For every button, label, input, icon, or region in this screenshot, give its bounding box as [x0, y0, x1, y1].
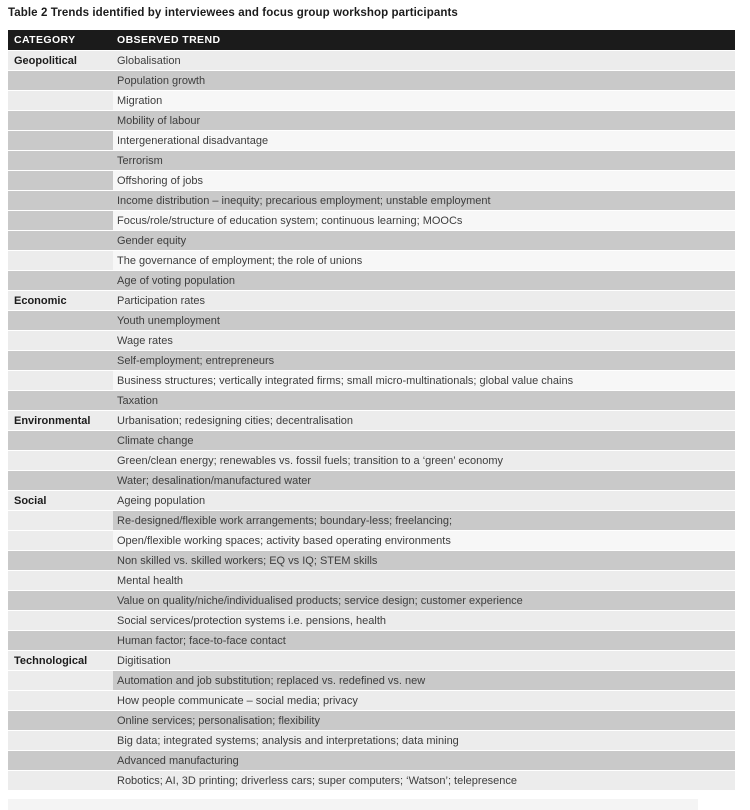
trend-cell: Migration [113, 91, 735, 110]
trend-cell: Gender equity [113, 231, 735, 250]
trend-cell: Income distribution – inequity; precarious employment; unstable employment [113, 191, 735, 210]
category-cell [8, 251, 113, 270]
trend-cell: Intergenerational disadvantage [113, 131, 735, 150]
category-cell [8, 71, 113, 90]
trend-cell: Business structures; vertically integrated firms; small micro-multinationals; global value chains [113, 371, 735, 390]
trend-cell: Age of voting population [113, 271, 735, 290]
trend-cell: Globalisation [113, 51, 735, 70]
category-cell [8, 351, 113, 370]
category-cell [8, 171, 113, 190]
trend-cell: Robotics; AI, 3D printing; driverless cars; super computers; ‘Watson’; telepresence [113, 771, 735, 790]
trend-cell: Offshoring of jobs [113, 171, 735, 190]
trend-cell: Big data; integrated systems; analysis and interpretations; data mining [113, 731, 735, 750]
trend-cell: Wage rates [113, 331, 735, 350]
category-cell [8, 331, 113, 350]
table-row [8, 131, 735, 150]
next-content-strip [8, 799, 698, 810]
category-cell [8, 511, 113, 530]
trend-cell: Advanced manufacturing [113, 751, 735, 770]
category-cell [8, 371, 113, 390]
table-row [8, 551, 735, 570]
category-cell [8, 211, 113, 230]
table-row [8, 711, 735, 730]
category-cell: Geopolitical [8, 51, 113, 70]
category-cell [8, 131, 113, 150]
category-cell [8, 431, 113, 450]
table-row [8, 71, 735, 90]
trend-cell: Self-employment; entrepreneurs [113, 351, 735, 370]
category-cell [8, 231, 113, 250]
table-row [8, 191, 735, 210]
table-row [8, 231, 735, 250]
column-header-observed-trend: OBSERVED TREND [117, 34, 221, 46]
category-cell [8, 391, 113, 410]
trend-cell: Youth unemployment [113, 311, 735, 330]
trend-cell: Green/clean energy; renewables vs. fossil fuels; transition to a ‘green’ economy [113, 451, 735, 470]
table-row [8, 611, 735, 630]
category-cell [8, 111, 113, 130]
table-row [8, 731, 735, 750]
category-cell [8, 471, 113, 490]
category-cell [8, 191, 113, 210]
category-cell [8, 671, 113, 690]
table-row [8, 251, 735, 270]
trend-cell: How people communicate – social media; privacy [113, 691, 735, 710]
category-cell [8, 451, 113, 470]
category-cell [8, 151, 113, 170]
table-row [8, 471, 735, 490]
table-row [8, 571, 735, 590]
category-cell [8, 611, 113, 630]
trend-cell: Open/flexible working spaces; activity based operating environments [113, 531, 735, 550]
table-row [8, 591, 735, 610]
trend-cell: Human factor; face-to-face contact [113, 631, 735, 650]
category-cell [8, 551, 113, 570]
category-cell: Environmental [8, 411, 113, 430]
trend-cell: Urbanisation; redesigning cities; decentralisation [113, 411, 735, 430]
table-body [8, 51, 735, 790]
table-row [8, 531, 735, 550]
trend-cell: Social services/protection systems i.e. pensions, health [113, 611, 735, 630]
table-row [8, 171, 735, 190]
table-row [8, 691, 735, 710]
table-row [8, 671, 735, 690]
category-cell [8, 751, 113, 770]
table-row [8, 51, 735, 70]
category-cell [8, 631, 113, 650]
trend-cell: Digitisation [113, 651, 735, 670]
column-header-category: CATEGORY [14, 34, 76, 46]
category-cell [8, 591, 113, 610]
trend-cell: Water; desalination/manufactured water [113, 471, 735, 490]
table-row [8, 391, 735, 410]
table-row [8, 111, 735, 130]
trend-cell: Focus/role/structure of education system; continuous learning; MOOCs [113, 211, 735, 230]
category-cell: Social [8, 491, 113, 510]
category-cell [8, 711, 113, 730]
trend-cell: Automation and job substitution; replaced vs. redefined vs. new [113, 671, 735, 690]
category-cell [8, 771, 113, 790]
table-row [8, 271, 735, 290]
table-row [8, 451, 735, 470]
category-cell [8, 731, 113, 750]
table-row [8, 491, 735, 510]
trend-cell: Re-designed/flexible work arrangements; boundary-less; freelancing; [113, 511, 735, 530]
trend-cell: Ageing population [113, 491, 735, 510]
trend-cell: Climate change [113, 431, 735, 450]
trend-cell: Population growth [113, 71, 735, 90]
table-row [8, 331, 735, 350]
table-row [8, 91, 735, 110]
table-row [8, 431, 735, 450]
category-cell [8, 91, 113, 110]
trend-cell: Online services; personalisation; flexibility [113, 711, 735, 730]
table-row [8, 371, 735, 390]
table-row [8, 311, 735, 330]
table-title: Table 2 Trends identified by interviewees and focus group workshop participants [8, 7, 458, 19]
trend-cell: Taxation [113, 391, 735, 410]
trend-cell: Terrorism [113, 151, 735, 170]
trend-cell: Value on quality/niche/individualised products; service design; customer experience [113, 591, 735, 610]
category-cell [8, 691, 113, 710]
table-row [8, 751, 735, 770]
trend-cell: Non skilled vs. skilled workers; EQ vs IQ; STEM skills [113, 551, 735, 570]
trend-cell: Mobility of labour [113, 111, 735, 130]
table-header-row [8, 30, 735, 50]
category-cell: Economic [8, 291, 113, 310]
table-row [8, 291, 735, 310]
table-row [8, 211, 735, 230]
table-row [8, 151, 735, 170]
table-row [8, 631, 735, 650]
category-cell [8, 311, 113, 330]
category-cell [8, 271, 113, 290]
table-row [8, 511, 735, 530]
trend-cell: Participation rates [113, 291, 735, 310]
trend-cell: The governance of employment; the role of unions [113, 251, 735, 270]
table-row [8, 351, 735, 370]
table-row [8, 651, 735, 670]
trends-table [8, 30, 735, 791]
category-cell [8, 571, 113, 590]
trend-cell: Mental health [113, 571, 735, 590]
category-cell [8, 531, 113, 550]
table-row [8, 411, 735, 430]
category-cell: Technological [8, 651, 113, 670]
table-row [8, 771, 735, 790]
